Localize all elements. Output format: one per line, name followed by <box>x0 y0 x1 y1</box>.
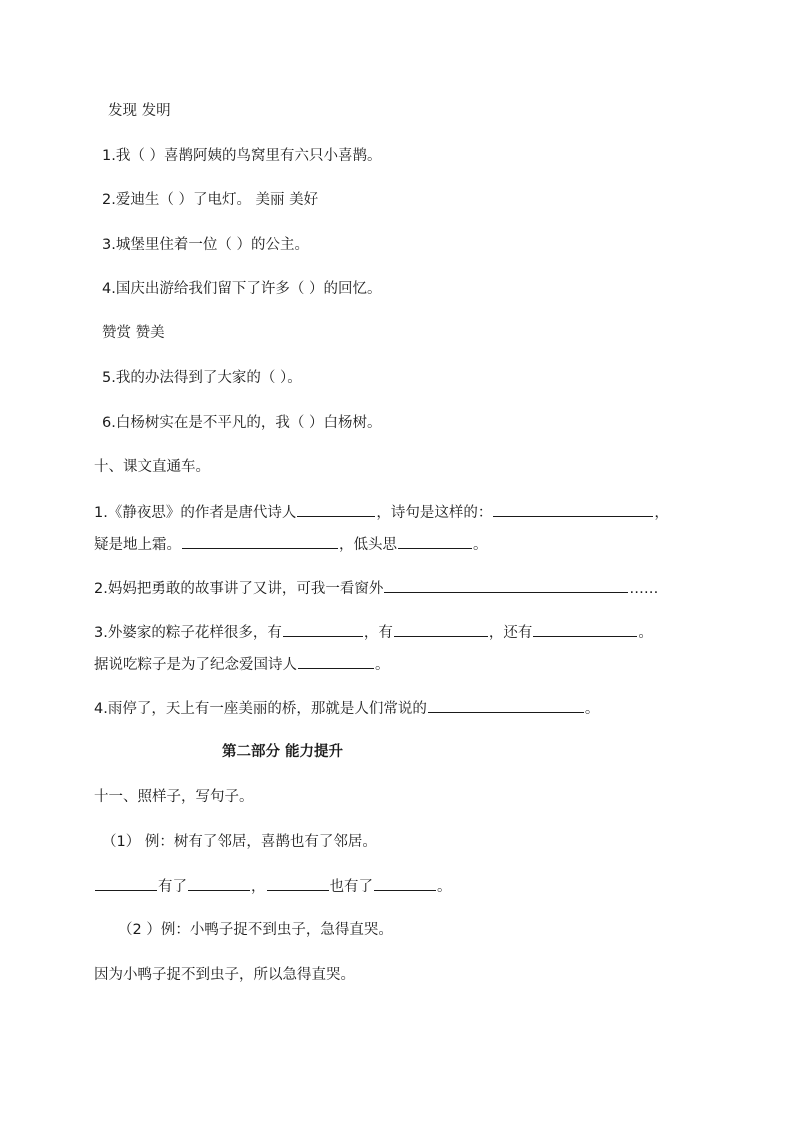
blank[interactable] <box>95 876 157 891</box>
example-1-answer-line: 有了 ， 也有了 。 <box>94 876 452 897</box>
word-choice-2: 赞赏 赞美 <box>102 325 165 341</box>
question-4: 4.国庆出游给我们留下了许多（ ）的回忆。 <box>102 281 382 297</box>
blank[interactable] <box>188 876 250 891</box>
word-choice-1: 发现 发明 <box>108 103 171 119</box>
section-11-heading: 十一、照样子，写句子。 <box>94 789 254 805</box>
question-3: 3.城堡里住着一位（ ）的公主。 <box>102 237 309 253</box>
blank[interactable] <box>493 502 653 517</box>
blank[interactable] <box>283 622 363 637</box>
example-2-sample-answer: 因为小鸭子捉不到虫子，所以急得直哭。 <box>94 967 355 983</box>
question-1: 1.我（ ）喜鹊阿姨的鸟窝里有六只小喜鹊。 <box>102 148 382 164</box>
section-10-item-4: 4.雨停了，天上有一座美丽的桥，那就是人们常说的 。 <box>94 698 599 719</box>
question-5: 5.我的办法得到了大家的（ ）。 <box>102 370 302 386</box>
example-2: （2 ）例：小鸭子捉不到虫子，急得直哭。 <box>118 922 393 938</box>
blank[interactable] <box>297 502 375 517</box>
section-10-item-3: 3.外婆家的粽子花样很多，有 ，有 ，还有 。 <box>94 622 653 643</box>
blank[interactable] <box>374 876 436 891</box>
blank[interactable] <box>428 698 584 713</box>
blank[interactable] <box>394 622 488 637</box>
blank[interactable] <box>267 876 329 891</box>
blank[interactable] <box>533 622 637 637</box>
blank[interactable] <box>398 534 472 549</box>
question-2: 2.爱迪生（ ）了电灯。 美丽 美好 <box>102 192 319 208</box>
question-6: 6.白杨树实在是不平凡的，我（ ）白杨树。 <box>102 415 382 431</box>
section-10-item-3-cont: 据说吃粽子是为了纪念爱国诗人 。 <box>94 654 390 675</box>
blank[interactable] <box>384 578 628 593</box>
section-10-heading: 十、课文直通车。 <box>94 459 210 475</box>
blank[interactable] <box>182 534 338 549</box>
example-1: （1） 例：树有了邻居，喜鹊也有了邻居。 <box>102 834 377 850</box>
section-10-item-1-cont: 疑是地上霜。 ，低头思 。 <box>94 534 488 555</box>
blank[interactable] <box>298 654 374 669</box>
section-10-item-1: 1.《静夜思》的作者是唐代诗人 ，诗句是这样的： ， <box>94 502 669 523</box>
section-10-item-2: 2.妈妈把勇敢的故事讲了又讲，可我一看窗外 …… <box>94 578 658 599</box>
part-2-heading: 第二部分 能力提升 <box>222 744 344 760</box>
